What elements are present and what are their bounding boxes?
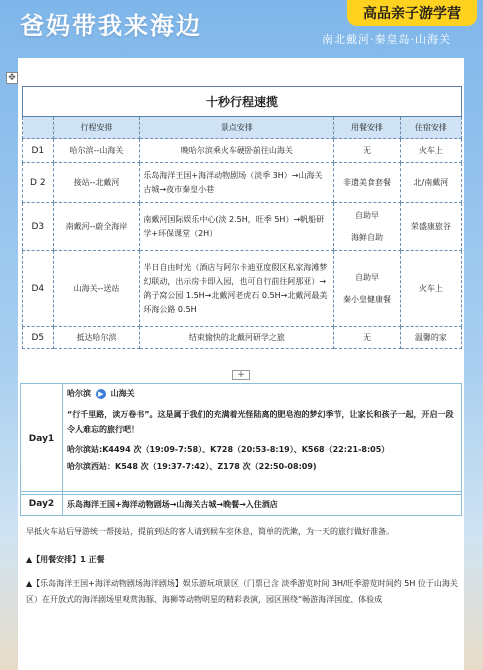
day1-slogan: “行千里路，读万卷书”。这是属于我们的充满着光怪陆离的肥皂泡的梦幻季节，让家长和孩子一起，开启一段令人难忘的旅行吧！	[67, 410, 454, 434]
header-day	[23, 117, 54, 139]
day1-train-line-2: 哈尔滨西站：K548 次（19:37-7:42）、Z178 次（22:50-08:09)	[67, 462, 317, 471]
row-route: 抵达哈尔滨	[53, 327, 140, 349]
day1-route	[67, 388, 455, 399]
header-route: 行程安排	[53, 117, 140, 139]
row-spots: 半日自由时光（酒店与阿尔卡迪亚度假区私家海滩梦幻联动，出示房卡即入园，也可自行前往阿那亚）→鸽子窝公园 1.5H→北戴河老虎石 0.5H→北戴河最美环海公路 0.5H	[140, 251, 334, 327]
row-meal	[334, 327, 400, 349]
row-day: D1	[23, 139, 54, 163]
row-stay: 火车上	[400, 139, 461, 163]
table-row	[23, 203, 462, 251]
meal-item: 海鲜自助	[351, 232, 384, 242]
row-route: 南戴河--蔚全海岸	[53, 203, 140, 251]
banner-title: 爸妈带我来海边	[20, 12, 202, 40]
row-route: 哈尔滨--山海关	[53, 139, 140, 163]
table-row	[23, 251, 462, 327]
banner-subtitle: 南北戴河·秦皇岛·山海关	[322, 33, 451, 46]
day2-section	[20, 491, 462, 516]
table-move-handle-icon[interactable]: ✥	[6, 72, 18, 84]
row-route: 山海关--送站	[53, 251, 140, 327]
meal-item: 非遗美食套餐	[343, 177, 392, 187]
day2-summary: 乐岛海洋王国+海洋动物剧场→山海关古城→晚餐→入住酒店	[67, 500, 278, 509]
header-stay: 住宿安排	[400, 117, 461, 139]
row-meal	[334, 163, 400, 203]
row-stay: 火车上	[400, 251, 461, 327]
row-day: D4	[23, 251, 54, 327]
row-spots: 结束愉快的北戴河研学之旅	[140, 327, 334, 349]
meal-item: 无	[363, 145, 372, 155]
row-meal	[334, 251, 400, 327]
day1-to: 山海关	[110, 389, 135, 398]
row-stay: 北/南戴河	[400, 163, 461, 203]
day2-label: Day2	[21, 492, 63, 515]
table-header-row	[23, 117, 462, 139]
document-page	[18, 58, 464, 670]
day1-from: 哈尔滨	[67, 389, 91, 398]
row-meal	[334, 203, 400, 251]
meal-item: 秦小皇健康餐	[343, 294, 392, 304]
row-route: 接站--北戴河	[53, 163, 140, 203]
table-row	[23, 327, 462, 349]
paragraph-attraction: ▲【乐岛海洋王国+海洋动物剧场海洋剧场】娱乐游玩项景区（门票已含 淡季游览时间 3H/旺季游览时间约 5H 位于山海关区）在开放式的海洋剧场里观赏海豚、海狮等动物明星的精彩表演，园区围绕“畅游海洋国度、体验成	[26, 579, 458, 604]
paragraph-meal: ▲【用餐安排】1 正餐	[26, 555, 105, 564]
row-day: D 2	[23, 163, 54, 203]
table-row	[23, 139, 462, 163]
itinerary-table	[22, 86, 462, 349]
row-day: D3	[23, 203, 54, 251]
row-stay: 温馨的家	[400, 327, 461, 349]
meal-item: 无	[363, 332, 372, 342]
header-meal: 用餐安排	[334, 117, 400, 139]
meal-item: 自助早	[355, 210, 380, 220]
header-spots: 景点安排	[140, 117, 334, 139]
day1-content	[67, 388, 455, 475]
paragraph-arrival: 早抵火车站后导游统一帮接站，提前到达的客人请到候车室休息，简单的洗漱，为一天的旅行做好准备。	[26, 527, 394, 536]
row-spots: 晚哈尔滨乘火车硬卧前往山海关	[140, 139, 334, 163]
row-stay: 荣盛康旅谷	[400, 203, 461, 251]
train-icon: ▶	[96, 389, 106, 399]
row-spots: 乐岛海洋王国+海洋动物剧场（淡季 3H）→山海关古城→夜市秦皇小巷	[140, 163, 334, 203]
table-title: 十秒行程速揽	[23, 87, 462, 117]
row-meal	[334, 139, 400, 163]
banner-badge: 高品亲子游学营	[347, 0, 477, 26]
day1-train-line-1: 哈尔滨站:K4494 次（19:09-7:58）、K728（20:53-8:19）、K568（22:21-8:05）	[67, 445, 390, 454]
row-spots: 南戴河国际娱乐中心(淡 2.5H，旺季 5H）→帆船研学+环保课堂（2H）	[140, 203, 334, 251]
row-day: D5	[23, 327, 54, 349]
day1-label: Day1	[21, 384, 63, 494]
day1-section	[20, 383, 462, 495]
add-row-button[interactable]: +	[232, 370, 250, 380]
meal-item: 自助早	[355, 272, 380, 282]
table-row	[23, 163, 462, 203]
